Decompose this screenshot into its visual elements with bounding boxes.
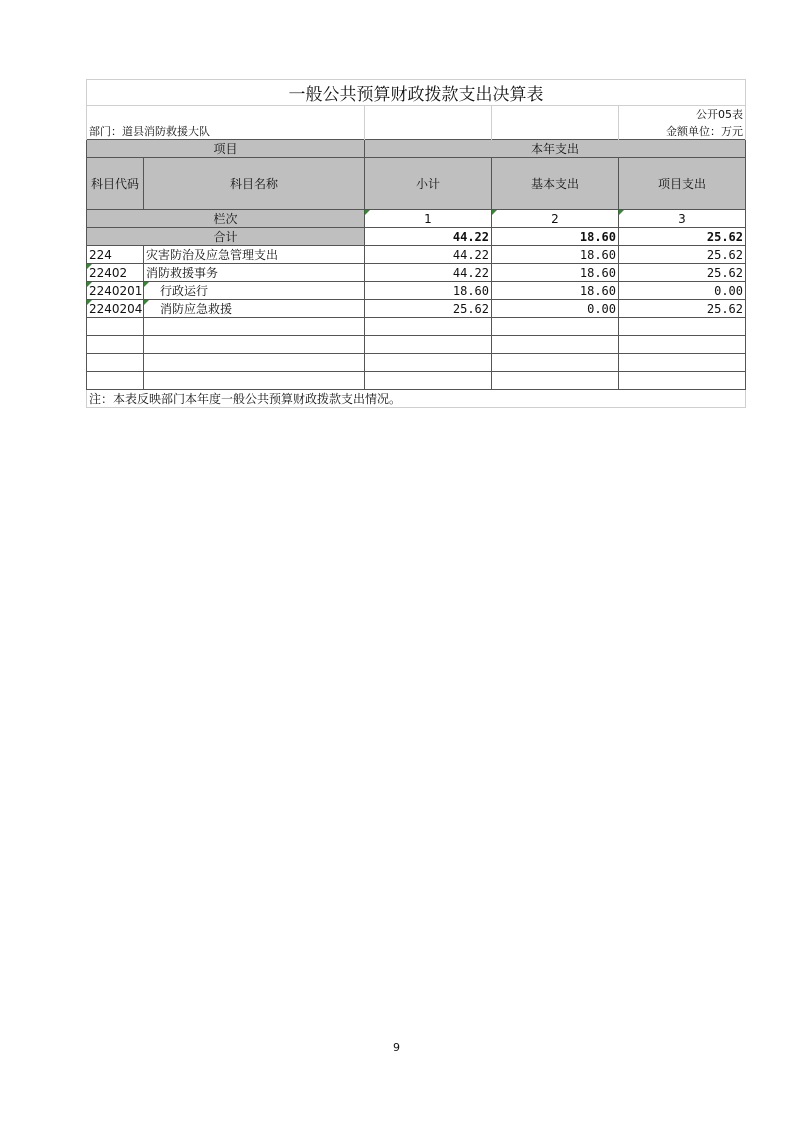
header-project-expenditure: 项目支出: [619, 158, 746, 210]
row-project: 25.62: [619, 300, 746, 318]
header-name: 科目名称: [144, 158, 365, 210]
table-note: 注：本表反映部门本年度一般公共预算财政拨款支出情况。: [87, 390, 746, 408]
empty-row: [87, 318, 746, 336]
row-subtotal: 44.22: [365, 246, 492, 264]
unit-label: 金额单位：万元: [619, 123, 746, 140]
header-code: 科目代码: [87, 158, 144, 210]
row-basic: 18.60: [492, 264, 619, 282]
header-subtotal: 小计: [365, 158, 492, 210]
row-code: 2240201: [87, 282, 144, 300]
row-name: 行政运行: [144, 282, 365, 300]
row-subtotal: 44.22: [365, 264, 492, 282]
row-project: 25.62: [619, 264, 746, 282]
page-number: 9: [393, 1041, 400, 1054]
row-basic: 18.60: [492, 246, 619, 264]
total-basic: 18.60: [492, 228, 619, 246]
row-project: 0.00: [619, 282, 746, 300]
header-project: 项目: [87, 140, 365, 158]
empty-row: [87, 336, 746, 354]
table-row: [87, 264, 746, 282]
total-project: 25.62: [619, 228, 746, 246]
row-name: 消防应急救援: [144, 300, 365, 318]
table-row: [87, 300, 746, 318]
table-title: 一般公共预算财政拨款支出决算表: [87, 80, 746, 106]
total-row: [87, 228, 746, 246]
row-code: 224: [87, 246, 144, 264]
budget-sheet: [86, 79, 745, 408]
row-basic: 18.60: [492, 282, 619, 300]
row-name: 灾害防治及应急管理支出: [144, 246, 365, 264]
row-subtotal: 25.62: [365, 300, 492, 318]
row-code: 2240204: [87, 300, 144, 318]
column-index-1: 1: [365, 210, 492, 228]
column-index-3: 3: [619, 210, 746, 228]
department-label: 部门：道县消防救援大队: [87, 123, 365, 140]
row-code: 22402: [87, 264, 144, 282]
total-subtotal: 44.22: [365, 228, 492, 246]
header-basic: 基本支出: [492, 158, 619, 210]
row-subtotal: 18.60: [365, 282, 492, 300]
row-name: 消防救援事务: [144, 264, 365, 282]
table-row: [87, 246, 746, 264]
column-index-label: 栏次: [87, 210, 365, 228]
row-basic: 0.00: [492, 300, 619, 318]
row-project: 25.62: [619, 246, 746, 264]
form-code: 公开05表: [619, 106, 746, 123]
total-label: 合计: [87, 228, 365, 246]
expenditure-table: [86, 79, 746, 408]
empty-row: [87, 354, 746, 372]
column-index-2: 2: [492, 210, 619, 228]
header-current-year-expenditure: 本年支出: [365, 140, 746, 158]
table-row: [87, 282, 746, 300]
empty-row: [87, 372, 746, 390]
